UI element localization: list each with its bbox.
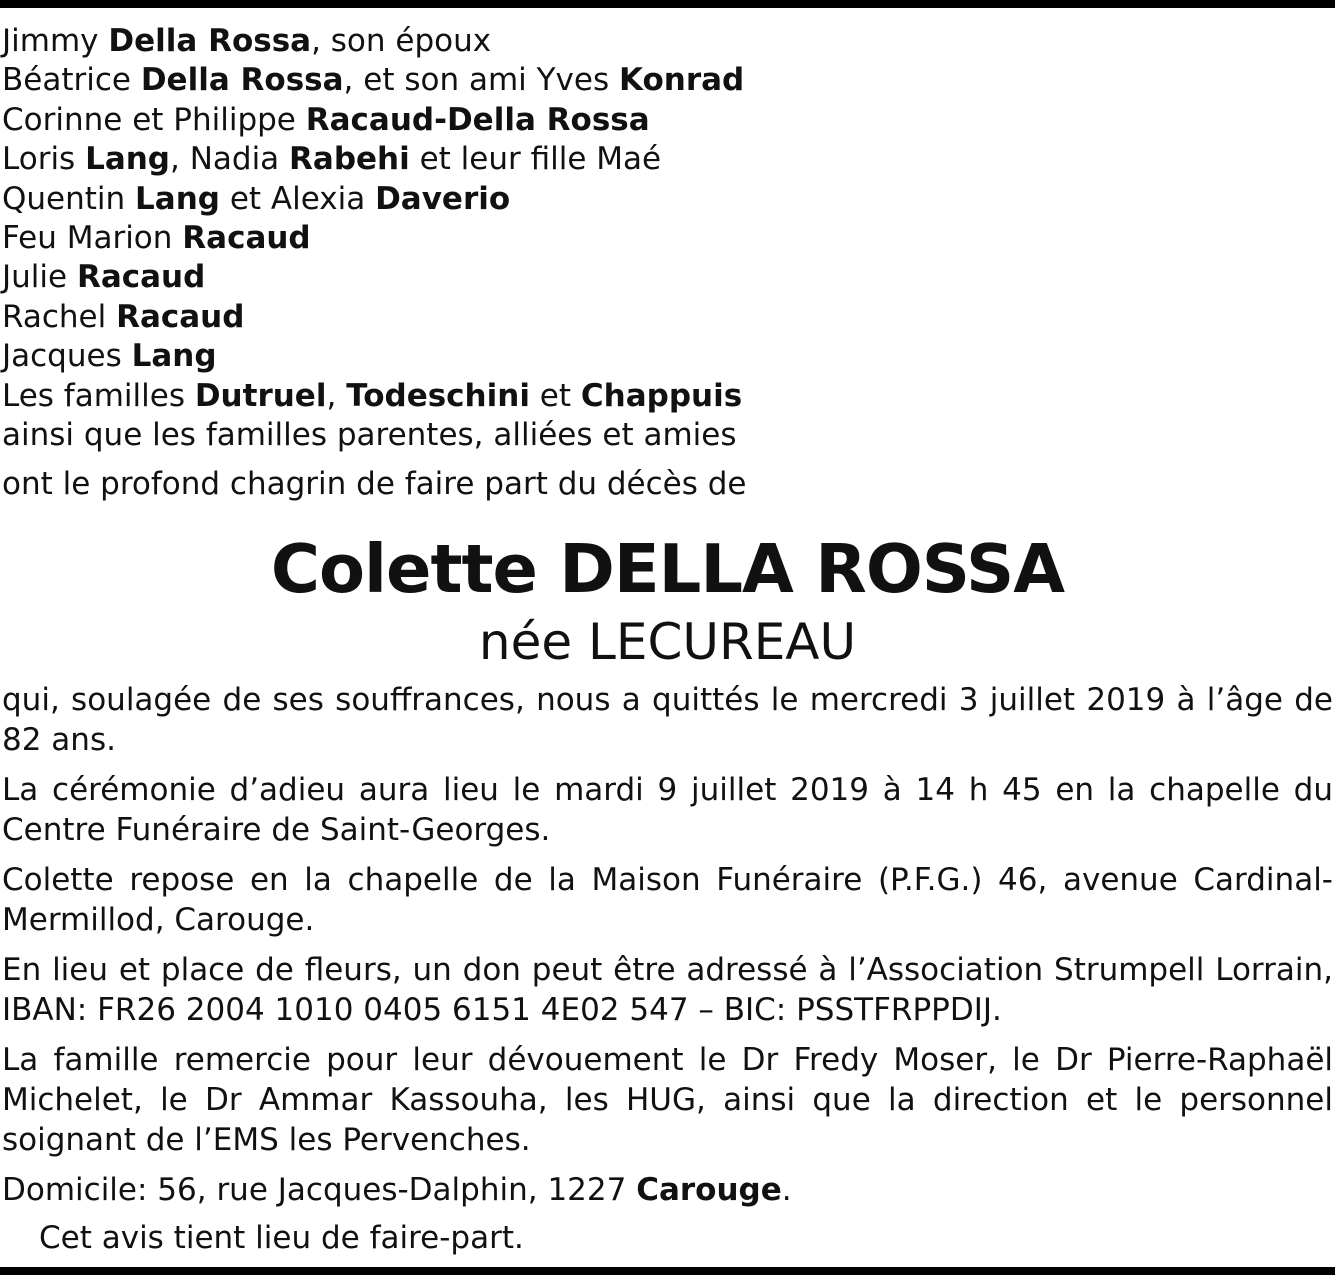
family-surname: Daverio xyxy=(375,180,511,217)
donation-info xyxy=(2,950,1333,1030)
family-text: , son époux xyxy=(311,23,492,59)
family-text: ainsi que les familles parentes, alliées et amies xyxy=(2,417,737,454)
family-text: Loris xyxy=(2,141,86,178)
thanks-info: La famille remercie pour leur dévouement le Dr Fredy Moser, le Dr Pierre-Raphaël Michelet, le Dr Ammar Kassouha, les HUG, ainsi que la direction et le personnel soignant de l’EMS les Pervenches. xyxy=(2,1042,1333,1159)
family-surname: Della Rossa xyxy=(140,62,344,99)
family-text: Les familles xyxy=(2,377,195,414)
family-line xyxy=(2,416,1333,455)
family-surname: Todeschini xyxy=(346,377,530,414)
family-surname: Dutruel xyxy=(194,377,327,414)
family-text: Quentin xyxy=(2,180,136,217)
domicile-address: Domicile: 56, rue Jacques-Dalphin, 1227 xyxy=(2,1172,637,1209)
domicile xyxy=(2,1170,1333,1210)
family-text: Jimmy xyxy=(2,23,109,59)
donation-line-1: En lieu et place de fleurs, un don peut être adressé à l’Association Strumpell Lorrain, xyxy=(2,952,1333,989)
family-text: et Alexia xyxy=(219,180,376,217)
family-text: Béatrice xyxy=(2,62,141,99)
donation-line-2: IBAN: FR26 2004 1010 0405 6151 4E02 547 – BIC: PSSTFRPPDIJ. xyxy=(2,992,1002,1029)
family-line xyxy=(2,61,1333,100)
family-text: , et son ami Yves xyxy=(343,62,619,99)
family-text: Jacques xyxy=(2,338,132,375)
family-surname: Racaud-Della Rossa xyxy=(305,101,650,138)
family-line xyxy=(2,377,1333,416)
obituary-notice xyxy=(2,22,1333,1258)
ceremony-info: La cérémonie d’adieu aura lieu le mardi 9 juillet 2019 à 14 h 45 en la chapelle du Centre Funéraire de Saint-Georges. xyxy=(2,772,1333,849)
announcement: ont le profond chagrin de faire part du décès de xyxy=(2,466,747,503)
deceased-name: Colette DELLA ROSSA xyxy=(270,530,1065,609)
family-line xyxy=(2,180,1333,219)
family-list xyxy=(2,22,1333,455)
family-line xyxy=(2,337,1333,376)
repose-info: Colette repose en la chapelle de la Maison Funéraire (P.F.G.) 46, avenue Cardinal-Mermillod, Carouge. xyxy=(2,862,1333,939)
closing-note: Cet avis tient lieu de faire-part. xyxy=(39,1220,524,1257)
family-surname: Lang xyxy=(85,141,170,178)
domicile-city: Carouge xyxy=(636,1172,782,1209)
family-line xyxy=(2,298,1333,337)
family-surname: Lang xyxy=(135,180,220,217)
family-surname: Della Rossa xyxy=(108,23,312,59)
family-surname: Chappuis xyxy=(580,377,743,414)
family-surname: Racaud xyxy=(116,298,245,335)
family-line xyxy=(2,258,1333,297)
family-text: Julie xyxy=(2,259,77,296)
family-line xyxy=(2,140,1333,179)
family-text: Corinne et Philippe xyxy=(2,101,306,138)
family-text: , xyxy=(326,377,347,414)
family-surname: Racaud xyxy=(76,259,206,296)
top-rule xyxy=(0,0,1335,8)
family-surname: Racaud xyxy=(182,220,311,257)
maiden-name: née LECUREAU xyxy=(478,613,857,672)
family-text: et leur fille Maé xyxy=(409,141,662,178)
family-surname: Rabehi xyxy=(289,141,410,178)
family-line xyxy=(2,219,1333,258)
family-text: et xyxy=(529,377,581,414)
family-text: , Nadia xyxy=(170,141,290,178)
family-text: Rachel xyxy=(2,298,117,335)
family-text: Feu Marion xyxy=(2,220,183,257)
family-surname: Lang xyxy=(131,338,217,375)
bottom-rule xyxy=(0,1267,1335,1275)
family-line xyxy=(2,101,1333,140)
family-line xyxy=(2,22,1333,61)
domicile-suffix: . xyxy=(781,1172,792,1209)
family-surname: Konrad xyxy=(618,62,745,99)
death-notice: qui, soulagée de ses souffrances, nous a quittés le mercredi 3 juillet 2019 à l’âge de 82 ans. xyxy=(2,682,1333,759)
